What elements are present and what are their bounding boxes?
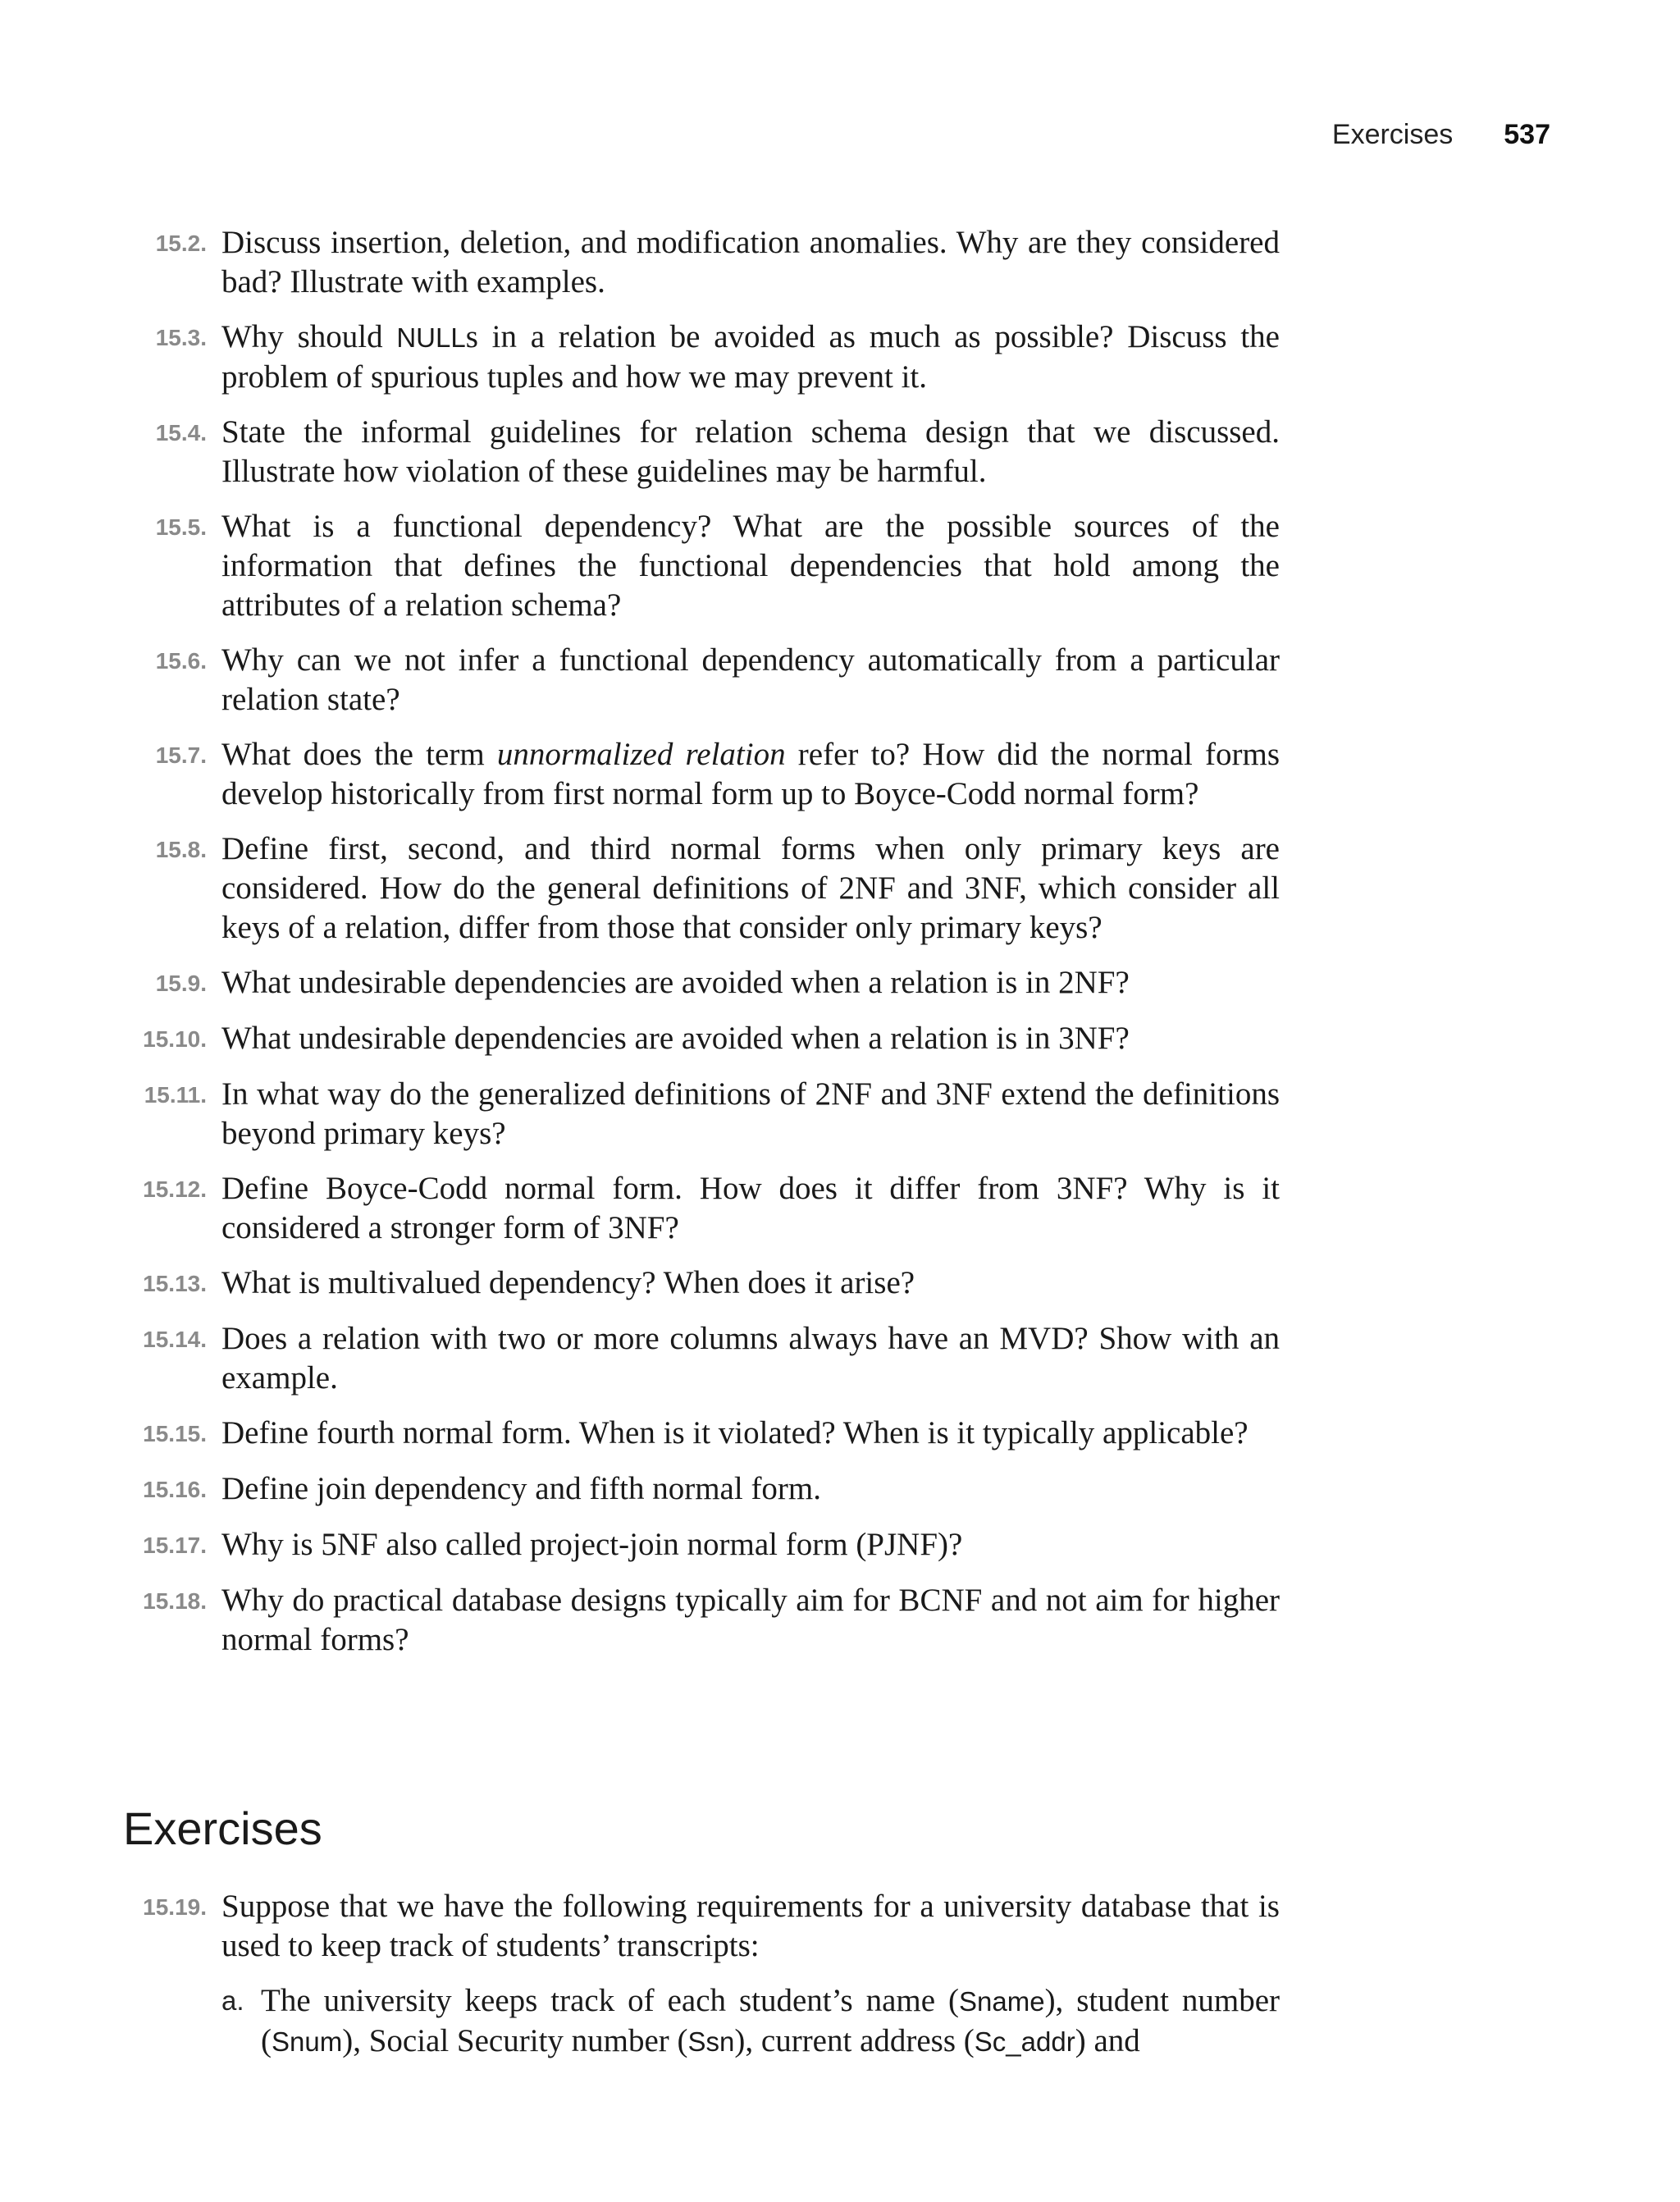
question-item	[115, 1019, 1280, 1059]
question-number: 15.11.	[144, 1082, 207, 1108]
question-text-part: s in a relation be avoided as much as possible? Discuss the problem of spurious tuples and how we may prevent it.	[221, 319, 1280, 395]
question-item	[115, 1469, 1280, 1510]
question-text: Why can we not infer a functional dependency automatically from a particular relation state?	[221, 642, 1280, 717]
exercise-subitem	[221, 1981, 1280, 2062]
question-number: 15.10.	[143, 1026, 207, 1052]
exercise-item	[115, 1887, 1280, 1966]
subitem-label: a.	[221, 1985, 244, 2016]
question-number: 15.4.	[155, 420, 207, 445]
question-number: 15.9.	[155, 971, 207, 996]
question-text-part: Why should	[221, 319, 397, 354]
subitem-text-part: ), current address (	[734, 2023, 975, 2058]
exercise-number: 15.19.	[143, 1894, 207, 1920]
subitem-text-part: ), Social Security number (	[342, 2023, 688, 2058]
exercise-text: Suppose that we have the following requirements for a university database that is used to keep track of students’ transcripts:	[221, 1889, 1280, 1963]
running-head-title: Exercises	[1331, 119, 1454, 150]
question-number: 15.5.	[155, 514, 207, 540]
question-number: 15.13.	[143, 1271, 207, 1296]
emphasized-term: unnormalized relation	[496, 737, 786, 772]
question-text: What is a functional dependency? What are the possible sources of the information that defines the functional dependencies that hold among the attributes of a relation schema?	[221, 509, 1280, 623]
question-number: 15.2.	[155, 231, 207, 256]
question-item	[115, 1581, 1280, 1660]
question-text: Does a relation with two or more columns always have an MVD? Show with an example.	[221, 1321, 1280, 1396]
question-item	[115, 735, 1280, 814]
section-heading: Exercises	[123, 1802, 322, 1854]
question-text: State the informal guidelines for relation schema design that we discussed. Illustrate how violation of these guidelines may be harmful.	[221, 414, 1280, 489]
page-number: 537	[1504, 119, 1550, 150]
subitem-text-part: The university keeps track of each student’s name (	[261, 1983, 959, 2018]
question-item	[115, 963, 1280, 1003]
question-number: 15.12.	[143, 1176, 207, 1202]
question-item	[115, 223, 1280, 302]
question-text: Why is 5NF also called project-join normal form (PJNF)?	[221, 1527, 963, 1562]
subitem-text	[261, 1981, 1280, 2062]
question-number: 15.7.	[155, 742, 207, 768]
running-head	[1312, 119, 1550, 155]
attribute-name: Sc_addr	[974, 2026, 1075, 2057]
review-questions-list	[115, 223, 1280, 1675]
question-text: In what way do the generalized definitions of 2NF and 3NF extend the definitions beyond primary keys?	[221, 1076, 1280, 1151]
question-item	[115, 1525, 1280, 1565]
question-item	[115, 829, 1280, 948]
question-item	[115, 641, 1280, 720]
question-number: 15.15.	[143, 1421, 207, 1446]
question-text-part: What does the term	[221, 737, 497, 772]
question-item	[115, 1414, 1280, 1454]
question-text: Define join dependency and fifth normal form.	[221, 1471, 822, 1506]
question-item	[115, 1075, 1280, 1154]
question-number: 15.16.	[143, 1477, 207, 1502]
attribute-name: Ssn	[687, 2026, 735, 2057]
code-term: NULL	[396, 322, 466, 353]
question-item	[115, 1319, 1280, 1398]
question-text	[221, 735, 1280, 814]
question-item	[115, 318, 1280, 397]
question-text-part: refer to? How did the normal forms develop historically from first normal form up to Boyce-Codd normal form?	[221, 737, 1280, 811]
subitem-text-part: ), student number (	[261, 1983, 1280, 2058]
attribute-name: Sname	[959, 1986, 1045, 2017]
subitem-text-part: ) and	[1075, 2023, 1140, 2058]
question-number: 15.17.	[143, 1533, 207, 1558]
question-number: 15.18.	[143, 1588, 207, 1614]
question-item	[115, 1263, 1280, 1304]
question-text: Why do practical database designs typically aim for BCNF and not aim for higher normal forms?	[221, 1583, 1280, 1657]
question-number: 15.3.	[155, 325, 207, 350]
question-text: What undesirable dependencies are avoided when a relation is in 3NF?	[221, 1021, 1130, 1056]
question-text	[221, 318, 1280, 397]
question-item	[115, 507, 1280, 625]
question-item	[115, 413, 1280, 491]
question-number: 15.14.	[143, 1327, 207, 1352]
question-item	[115, 1169, 1280, 1248]
question-text: Define first, second, and third normal forms when only primary keys are considered. How do the general definitions of 2NF and 3NF, which consider all keys of a relation, differ from those that consider only primary keys?	[221, 831, 1280, 945]
question-text: Define Boyce-Codd normal form. How does it differ from 3NF? Why is it considered a stronger form of 3NF?	[221, 1171, 1280, 1245]
exercises-list	[115, 1887, 1280, 2062]
question-text: What undesirable dependencies are avoided when a relation is in 2NF?	[221, 965, 1130, 1000]
question-number: 15.8.	[155, 837, 207, 862]
question-text: Discuss insertion, deletion, and modification anomalies. Why are they considered bad? Illustrate with examples.	[221, 225, 1280, 299]
question-text: What is multivalued dependency? When does it arise?	[221, 1265, 915, 1300]
question-text: Define fourth normal form. When is it violated? When is it typically applicable?	[221, 1415, 1249, 1450]
question-number: 15.6.	[155, 648, 207, 674]
attribute-name: Snum	[272, 2026, 343, 2057]
